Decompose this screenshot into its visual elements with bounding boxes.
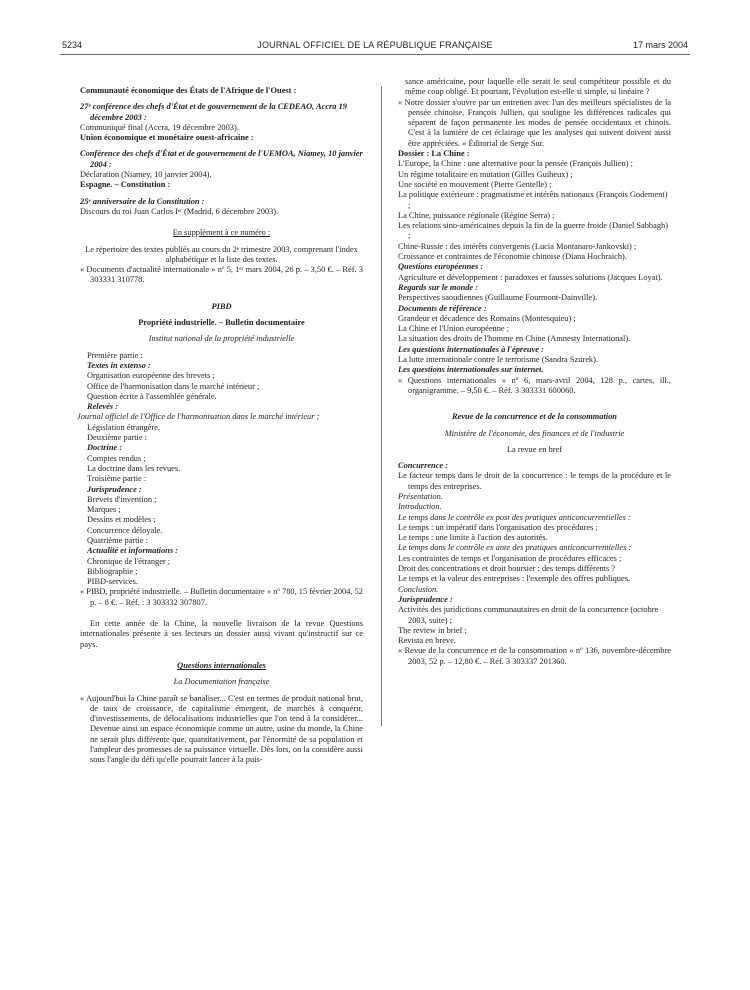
jurisprudence-item-1: Brevets d'invention ;: [87, 494, 157, 504]
reference-documents-actualite: « Documents d'actualité internationale » nº 5, 1ᵉʳ mars 2004, 26 p. – 3,50 €. – Réf. 3 303331 310778.: [80, 265, 363, 285]
actualite-heading: Actualité et informations :: [87, 546, 178, 556]
reference-revue-concurrence: « Revue de la concurrence et de la consommation » nº 136, novembre-décembre 2003, 52 p. – 12,80 €. – Réf. 3 303337 201360.: [398, 646, 671, 666]
documentation-francaise: La Documentation française: [173, 677, 270, 687]
concurrence-item-7: Le temps dans le contrôle ex ante des pratiques anticoncurrentielles :: [398, 543, 632, 553]
releves-item-1: Journal officiel de l'Office de l'harmonisation dans le marché intérieur ;: [77, 412, 320, 422]
issue-date: 17 mars 2004: [632, 40, 688, 50]
concurrence-item-3: Introduction.: [398, 502, 442, 512]
doctrine-item-1: Comptes rendus ;: [87, 453, 146, 463]
jurisprudence-heading: Jurisprudence :: [87, 484, 142, 494]
rcc-jurisprudence-heading: Jurisprudence :: [398, 594, 453, 604]
troisieme-partie: Troisième partie :: [87, 474, 147, 484]
deuxieme-partie: Deuxième partie :: [87, 433, 147, 443]
concurrence-heading: Concurrence :: [398, 461, 449, 471]
chine-intro: En cette année de la Chine, la nouvelle livraison de la revue Questions internationales présente à ses lecteurs un dossier aussi vivant qu'instructif sur ce pays.: [80, 619, 363, 649]
concurrence-item-4: Le temps dans le contrôle ex post des pratiques anticoncurrentielles :: [398, 512, 631, 522]
releves-heading: Relevés :: [87, 402, 118, 412]
dossier-item-2: Un régime totalitaire en mutation (Gilles Guiheux) ;: [398, 169, 573, 179]
dossier-heading: Dossier : La Chine :: [398, 149, 470, 159]
dossier-item-3: Une société en mouvement (Pierre Gentelle) ;: [398, 179, 552, 189]
questions-europeennes-item: Agriculture et développement : paradoxes et fausses solutions (Jacques Loyat).: [398, 272, 663, 282]
documents-reference-item-1: Grandeur et décadence des Romains (Montesquieu) ;: [398, 313, 576, 323]
column-divider: [381, 86, 382, 726]
questions-internationales-heading: Questions internationales: [177, 660, 266, 670]
regards-heading: Regards sur le monde :: [398, 282, 479, 292]
concurrence-item-9: Droit des concentrations et droit boursier : des temps différents ?: [398, 564, 616, 574]
rcc-jurisprudence-item-3: Revista en breve.: [398, 636, 456, 646]
rcc-heading: Revue de la concurrence et de la consommation: [452, 412, 617, 422]
epreuve-heading: Les questions internationales à l'épreuve :: [398, 344, 544, 354]
cedeao-conference: 27ᵉ conférence des chefs d'État et de gouvernement de la CEDEAO, Accra 19 décembre 2003 :: [80, 102, 347, 122]
doctrine-item-2: La doctrine dans les revues.: [87, 463, 181, 473]
jurisprudence-item-4: Concurrence déloyale.: [87, 525, 163, 535]
documents-reference-item-2: La Chine et l'Union européenne ;: [398, 324, 510, 334]
concurrence-item-11: Conclusion.: [398, 584, 439, 594]
constitution-anniversary: 25ᵉ anniversaire de la Constitution :: [80, 196, 205, 206]
reference-pibd: « PIBD, propriété industrielle. – Bulletin documentaire » nº 780, 15 février 2004, 52 p. – 8 €. – Réf. : 3 303332 307807.: [80, 587, 363, 607]
uemoa-heading: Union économique et monétaire ouest-africaine :: [80, 133, 254, 143]
inpi-publisher: Institut national de la propriété industrielle: [148, 334, 295, 344]
quatrieme-partie: Quatrième partie :: [87, 535, 148, 545]
uemoa-conference: Conférence des chefs d'État et de gouvernement de l'UEMOA, Niamey, 10 janvier 2004 :: [80, 149, 363, 169]
concurrence-item-5: Le temps : un impératif dans l'organisation des procédures ;: [398, 522, 598, 532]
dossier-item-4: La politique extérieure : pragmatisme et intérêts nationaux (François Godement) ;: [398, 190, 668, 210]
actualite-item-2: Bibliographie ;: [87, 566, 138, 576]
chine-quote: « Aujourd'hui la Chine paraît se banaliser... C'est en termes de produit national brut, de taux de croissance, de capitalisme émergent, de marchés à conquérir, d'investissements, de délocalisations industrielles que l'on tend à la considérer... Devenue ainsi un espace économique comme un autre, usine du monde, la Chine ne serait plus différente que, quantitativement, par l'énormité de sa population et l'ampleur des promesses de sa puissance virtuelle. Dès lors, on la considère aussi sous l'angle du défi qu'elle pourrait lancer à la puis-: [80, 693, 363, 765]
textes-item-3: Question écrite à l'assemblée générale.: [87, 391, 217, 401]
dossier-item-8: Croissance et contraintes de l'économie chinoise (Diana Hochraich).: [398, 252, 627, 262]
juan-carlos-speech: Discours du roi Juan Carlos Iᵉʳ (Madrid, 6 décembre 2003).: [80, 206, 279, 216]
dossier-item-6: Les relations sino-américaines depuis la fin de la guerre froide (Daniel Sabbagh) ;: [398, 221, 668, 241]
espagne-heading: Espagne. – Constitution :: [80, 180, 171, 190]
doctrine-heading: Doctrine :: [87, 443, 123, 453]
dossier-item-5: La Chine, puissance régionale (Régine Serra) ;: [398, 210, 555, 220]
dossier-item-1: L'Europe, la Chine : une alternative pour la pensée (François Jullien) ;: [398, 159, 634, 169]
journal-title: JOURNAL OFFICIEL DE LA RÉPUBLIQUE FRANÇAISE: [257, 40, 493, 50]
jurisprudence-item-3: Dessins et modèles ;: [87, 515, 156, 525]
actualite-item-1: Chronique de l'étranger ;: [87, 556, 171, 566]
textes-heading: Textes in extenso :: [87, 360, 151, 370]
supplement-text: Le répertoire des textes publiés au cours du 2ᵉ trimestre 2003, comprenant l'index alphabétique et la liste des textes.: [85, 244, 358, 264]
cedeao-communique: Communiqué final (Accra, 19 décembre 2003).: [80, 122, 239, 132]
regards-item: Perspectives saoudiennes (Guillaume Fourmont-Dainville).: [398, 293, 598, 303]
dossier-intro-quote: « Notre dossier s'ouvre par un entretien avec l'un des meilleurs spécialistes de la pensée chinoise, François Jullien, qui souligne les différences radicales qui séparent de façon permanente les modes de pensée occidentaux et chinois. C'est à la lumière de cet éclairage que les analyses qui suivent doivent aussi être appréciées. » Éditorial de Serge Sur.: [398, 97, 671, 148]
cedeao-heading: Communauté économique des États de l'Afrique de l'Ouest :: [80, 86, 297, 95]
actualite-item-3: PIBD-services.: [87, 577, 138, 587]
left-column: [77, 86, 363, 766]
pibd-heading: PIBD: [211, 301, 232, 311]
rcc-jurisprudence-item-2: The review in brief ;: [398, 625, 467, 635]
internet-heading: Les questions internationales sur internet.: [398, 365, 544, 375]
reference-questions-internationales: « Questions internationales » nº 6, mars-avril 2004, 128 p., cartes, ill., organigramme. – 9,50 €. – Réf. 3 303331 600060.: [398, 375, 671, 395]
pibd-title: Propriété industrielle. – Bulletin documentaire: [138, 318, 305, 328]
documents-reference-item-3: La situation des droits de l'homme en Chine (Amnesty International).: [398, 334, 631, 344]
jurisprudence-item-2: Marques ;: [87, 505, 121, 515]
uemoa-declaration: Déclaration (Niamey, 10 janvier 2004).: [80, 170, 212, 180]
documents-reference-heading: Documents de référence :: [398, 303, 487, 313]
page-number: 5234: [62, 40, 83, 50]
rcc-jurisprudence-item-1: Activités des juridictions communautaires en droit de la concurrence (octobre 2003, suite) ;: [398, 605, 659, 625]
concurrence-item-2: Présentation.: [398, 491, 443, 501]
chine-quote-continued: sance américaine, pour laquelle elle serait le seul compétiteur possible et du même coup obligé. Et pourtant, l'évolution est-elle si simple, si linéaire ?: [405, 77, 671, 97]
questions-europeennes-heading: Questions européennes :: [398, 262, 484, 272]
textes-item-2: Office de l'harmonisation dans le marché intérieur ;: [87, 381, 260, 391]
concurrence-item-10: Le temps et la valeur des entreprises : l'exemple des offres publiques.: [398, 574, 631, 584]
epreuve-item: La lutte internationale contre le terrorisme (Sandra Szurek).: [398, 355, 598, 365]
releves-item-2: Législation étrangère.: [87, 422, 161, 432]
textes-item-1: Organisation européenne des brevets ;: [87, 371, 215, 381]
rcc-ministry: Ministère de l'économie, des finances et de l'industrie: [444, 428, 625, 438]
page-header: [60, 40, 690, 55]
rcc-revue-en-bref: La revue en bref: [506, 444, 563, 454]
premiere-partie: Première partie :: [87, 350, 143, 360]
concurrence-item-6: Le temps : une limite à l'action des autorités.: [398, 533, 548, 543]
right-column: [398, 77, 671, 667]
concurrence-item-8: Les contraintes de temps et l'organisation de procédures efficaces ;: [398, 553, 622, 563]
concurrence-item-1: Le facteur temps dans le droit de la concurrence : le temps de la procédure et le temps des entreprises.: [398, 471, 671, 491]
supplement-heading: En supplément à ce numéro :: [172, 228, 271, 238]
dossier-item-7: Chine-Russie : des intérêts convergents (Lucia Montanaro-Jankovski) ;: [398, 241, 637, 251]
